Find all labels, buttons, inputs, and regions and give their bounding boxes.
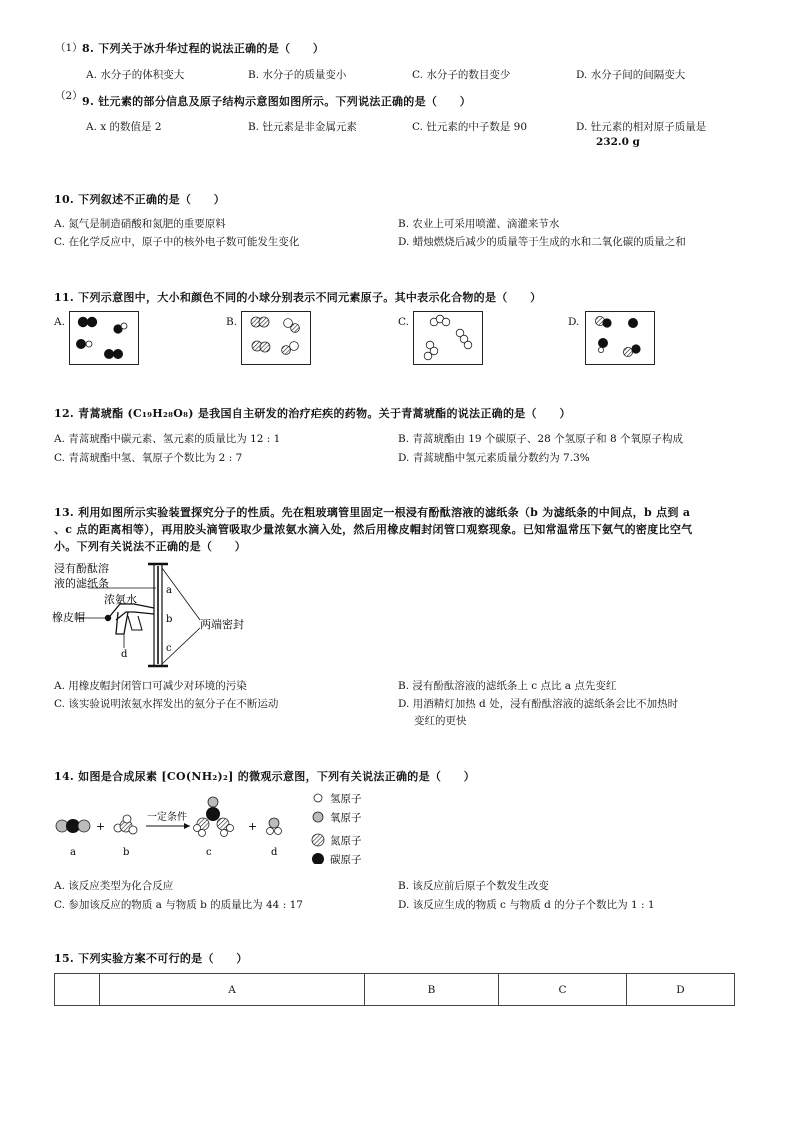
ammonia-diffusion-apparatus <box>50 556 280 672</box>
question-13-option-b[interactable]: B. 浸有酚酞溶液的滤纸条上 c 点比 a 点先变红 <box>398 680 617 692</box>
question-14-option-b[interactable]: B. 该反应前后原子个数发生改变 <box>398 880 549 892</box>
rubber-cap-label: 橡皮帽 <box>52 611 85 624</box>
question-10-stem: 10. 下列叙述不正确的是（ ） <box>54 193 226 206</box>
question-11-label-d[interactable]: D. <box>568 316 580 328</box>
question-8-option-c[interactable]: C. 水分子的数目变少 <box>412 69 511 81</box>
question-9-option-a[interactable]: A. x 的数值是 2 <box>86 121 162 133</box>
svg-text:+: + <box>248 820 258 833</box>
question-12-option-c[interactable]: C. 青蒿琥酯中氢、氧原子个数比为 2 : 7 <box>54 452 243 464</box>
question-12-stem-pre: 12. 青蒿琥酯 <box>54 407 128 420</box>
question-13-stem-line-1: 13. 利用如图所示实验装置探究分子的性质。先在粗玻璃管里固定一根浸有酚酞溶液的滤纸条（b 为滤纸条的中间点，b 点到 a <box>54 506 691 519</box>
svg-text:+: + <box>96 820 106 833</box>
question-13-stem-line-3: 小。下列有关说法不正确的是（ ） <box>54 540 247 553</box>
question-11-diagram-c[interactable] <box>413 311 483 365</box>
point-b-label: b <box>166 614 173 625</box>
molecule-diagram-d <box>586 312 654 364</box>
molecule-diagram-c <box>414 312 482 364</box>
question-12-option-a[interactable]: A. 青蒿琥酯中碳元素、氢元素的质量比为 12 : 1 <box>54 433 281 445</box>
legend-carbon: 碳原子 <box>330 854 362 864</box>
molecule-diagram-a <box>70 312 138 364</box>
question-14-option-c[interactable]: C. 参加该反应的物质 a 与物质 b 的质量比为 44 : 17 <box>54 899 303 911</box>
question-8-option-d[interactable]: D. 水分子间的间隔变大 <box>576 69 686 81</box>
ammonia-label: 浓氨水 <box>104 593 137 606</box>
question-15-stem: 15. 下列实验方案不可行的是（ ） <box>54 952 248 965</box>
question-15-table <box>54 973 735 1006</box>
question-10-option-b[interactable]: B. 农业上可采用喷灌、滴灌来节水 <box>398 218 560 230</box>
sealed-ends-label: 两端密封 <box>200 618 244 631</box>
question-14-option-a[interactable]: A. 该反应类型为化合反应 <box>54 880 174 892</box>
molecule-d-label: d <box>271 847 278 858</box>
question-10-option-a[interactable]: A. 氮气是制造硝酸和氮肥的重要原料 <box>54 218 226 230</box>
molecule-b-label: b <box>123 847 130 858</box>
molecule-a-label: a <box>70 847 76 858</box>
question-8-option-b[interactable]: B. 水分子的质量变小 <box>248 69 347 81</box>
question-10-option-c[interactable]: C. 在化学反应中，原子中的核外电子数可能发生变化 <box>54 236 300 248</box>
question-11-diagram-d[interactable] <box>585 311 655 365</box>
question-9-stem: 9. 钍元素的部分信息及原子结构示意图如图所示。下列说法正确的是（ ） <box>82 95 472 108</box>
urea-formula: [CO(NH₂)₂] <box>161 770 234 783</box>
table-header-cell-blank <box>55 974 100 1006</box>
table-header-row <box>55 974 735 1006</box>
question-8-stem: 8. 下列关于冰升华过程的说法正确的是（ ） <box>82 42 325 55</box>
question-11-label-a[interactable]: A. <box>54 316 65 328</box>
question-11-label-c[interactable]: C. <box>398 316 409 328</box>
question-9-option-c[interactable]: C. 钍元素的中子数是 90 <box>412 121 528 133</box>
question-11-diagram-a[interactable] <box>69 311 139 365</box>
question-14-stem <box>54 768 475 784</box>
legend-nitrogen: 氮原子 <box>330 835 362 847</box>
legend-oxygen: 氧原子 <box>330 812 362 824</box>
question-13-option-a[interactable]: A. 用橡皮帽封闭管口可减少对环境的污染 <box>54 680 247 692</box>
question-11-stem: 11. 下列示意图中，大小和颜色不同的小球分别表示不同元素原子。其中表示化合物的是（ ） <box>54 291 542 304</box>
reaction-condition: 一定条件 <box>147 812 187 823</box>
filter-strip-label-2: 液的滤纸条 <box>54 577 109 590</box>
point-c-label: c <box>166 643 172 654</box>
table-header-cell-c: C <box>499 974 627 1006</box>
question-13-stem-line-2: 、c 点的距离相等），再用胶头滴管吸取少量浓氨水滴入处，然后用橡皮帽封闭管口观察现象。已知常温常压下氨气的密度比空气 <box>54 523 693 536</box>
chemical-formula: (C₁₉H₂₈O₈) <box>127 407 194 420</box>
subquestion-marker-2: （2） <box>55 90 83 102</box>
question-10-option-d[interactable]: D. 蜡烛燃烧后减少的质量等于生成的水和二氧化碳的质量之和 <box>398 236 686 248</box>
subquestion-marker-1: （1） <box>55 42 83 54</box>
question-9-option-d-value: 232.0 g <box>596 136 640 148</box>
question-11-diagram-b[interactable] <box>241 311 311 365</box>
question-13-option-d-cont: 变红的更快 <box>414 715 467 727</box>
question-14-stem-pre: 14. 如图是合成尿素 <box>54 770 162 783</box>
question-14-option-d[interactable]: D. 该反应生成的物质 c 与物质 d 的分子个数比为 1 : 1 <box>398 899 655 911</box>
question-12-option-b[interactable]: B. 青蒿琥酯由 19 个碳原子、28 个氢原子和 8 个氧原子构成 <box>398 433 683 445</box>
table-header-cell-d: D <box>627 974 735 1006</box>
molecule-c-label: c <box>206 847 212 858</box>
question-12-stem <box>54 405 571 421</box>
question-13-option-d[interactable]: D. 用酒精灯加热 d 处，浸有酚酞溶液的滤纸条会比不加热时 <box>398 698 679 710</box>
question-14-stem-post: 的微观示意图，下列有关说法正确的是（ ） <box>233 770 476 783</box>
question-8-option-a[interactable]: A. 水分子的体积变大 <box>86 69 185 81</box>
question-13-option-c[interactable]: C. 该实验说明浓氨水挥发出的氨分子在不断运动 <box>54 698 279 710</box>
question-9-option-d[interactable]: D. 钍元素的相对原子质量是 <box>576 121 707 133</box>
table-header-cell-b: B <box>365 974 499 1006</box>
urea-synthesis-diagram <box>50 790 380 864</box>
question-9-option-b[interactable]: B. 钍元素是非金属元素 <box>248 121 357 133</box>
point-a-label: a <box>166 585 172 596</box>
question-12-option-d[interactable]: D. 青蒿琥酯中氢元素质量分数约为 7.3% <box>398 452 590 464</box>
legend-hydrogen: 氢原子 <box>330 793 362 805</box>
question-12-stem-post: 是我国自主研发的治疗疟疾的药物。关于青蒿琥酯的说法正确的是（ ） <box>193 407 571 420</box>
filter-strip-label-1: 浸有酚酞溶 <box>54 562 109 575</box>
question-11-label-b[interactable]: B. <box>226 316 238 328</box>
point-d-label: d <box>121 649 128 660</box>
molecule-diagram-b <box>242 312 310 364</box>
table-header-cell-a: A <box>100 974 365 1006</box>
